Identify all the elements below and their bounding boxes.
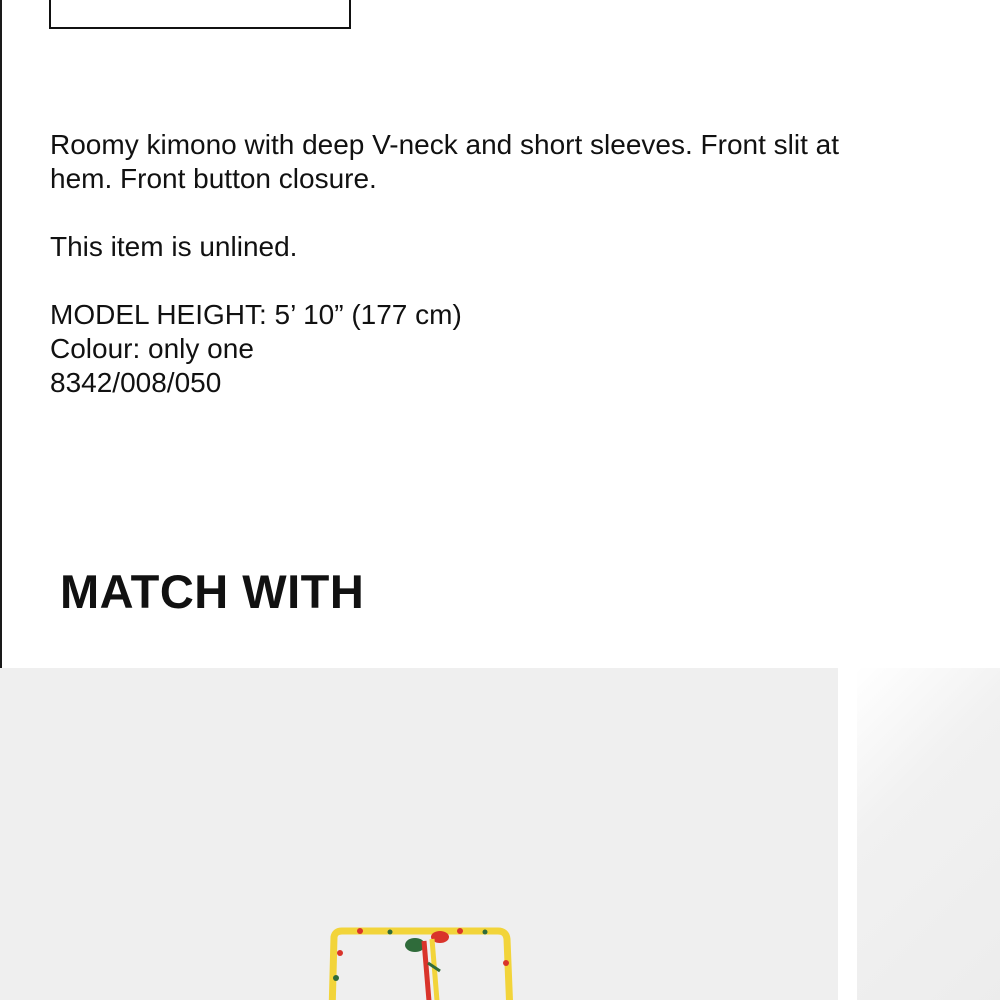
colour-info: Colour: only one bbox=[50, 333, 254, 364]
size-select-box[interactable] bbox=[49, 0, 351, 29]
spacer bbox=[50, 264, 950, 298]
spacer bbox=[50, 196, 950, 230]
description-line-2: hem. Front button closure. bbox=[50, 163, 377, 194]
print-dot bbox=[337, 950, 343, 956]
description-line-1: Roomy kimono with deep V-neck and short sleeves. Front slit at bbox=[50, 129, 840, 160]
product-reference: 8342/008/050 bbox=[50, 367, 222, 398]
lining-info: This item is unlined. bbox=[50, 231, 298, 262]
print-dot bbox=[333, 975, 339, 981]
match-product-card-1[interactable] bbox=[0, 668, 838, 1000]
print-dot bbox=[357, 928, 363, 934]
print-dot bbox=[483, 930, 488, 935]
match-with-title: MATCH WITH bbox=[60, 565, 365, 618]
left-divider bbox=[0, 0, 2, 670]
print-dot bbox=[457, 928, 463, 934]
model-height: MODEL HEIGHT: 5’ 10” (177 cm) bbox=[50, 299, 462, 330]
bow-tail-1 bbox=[424, 941, 430, 1000]
print-dot bbox=[388, 930, 393, 935]
floral-garment-image bbox=[320, 923, 520, 1000]
product-description bbox=[50, 128, 950, 400]
match-product-card-2[interactable] bbox=[857, 668, 1000, 1000]
print-dot bbox=[503, 960, 509, 966]
